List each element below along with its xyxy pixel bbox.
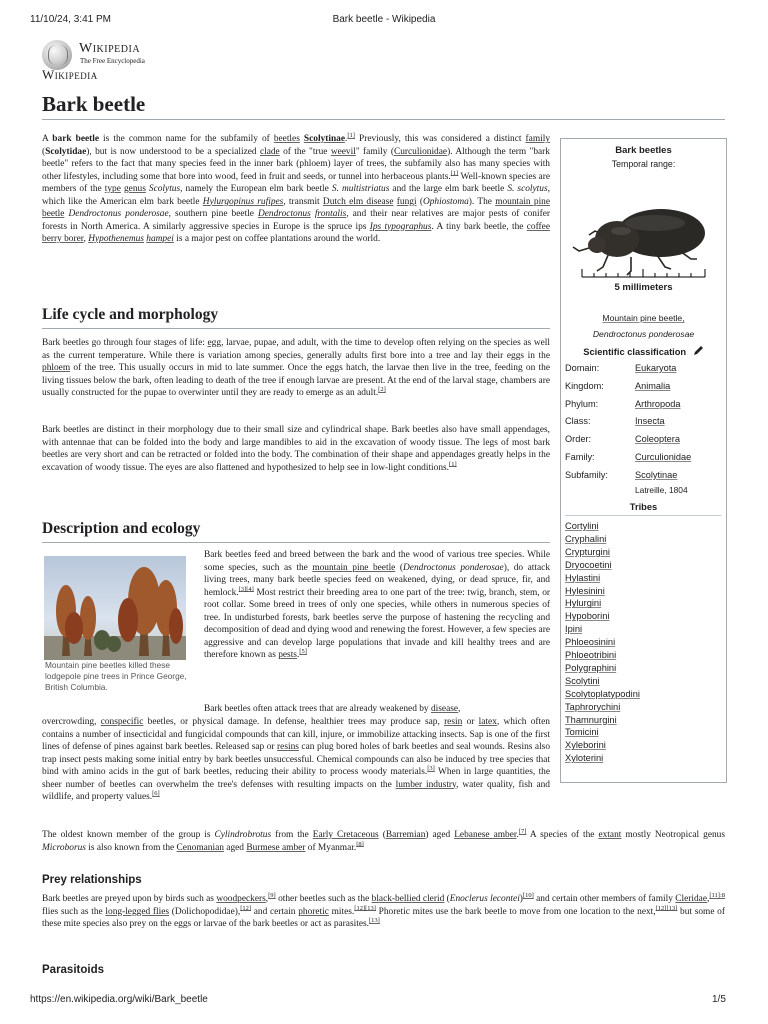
text-run: the eggs hatch, the larvae then live in the tree, feeding on the living tissues below the bark, often leading to xyxy=(42,363,551,386)
text-run: S. scolytus xyxy=(507,184,548,194)
text-run: , which often contains a number of insecticidal and fungicidal compounds that can kill, injure, or xyxy=(42,717,550,740)
wiki-link[interactable]: black-bellied clerid xyxy=(371,894,445,904)
text-run: is also known from the xyxy=(85,842,177,853)
taxobox-caption-link[interactable]: Mountain pine beetle, xyxy=(602,313,685,323)
text-run: other beetles such as the xyxy=(275,894,372,904)
text-run: wildlife, and property values. xyxy=(42,792,153,802)
text-run: . xyxy=(345,134,348,144)
text-run: . xyxy=(296,650,300,660)
tribe-link[interactable]: Taphrorychini xyxy=(565,701,621,712)
taxon-link[interactable]: Curculionidae xyxy=(635,452,692,462)
text-run: S. multistriatus xyxy=(331,184,390,194)
tribe-link[interactable]: Hypoborini xyxy=(565,611,610,622)
wiki-link[interactable]: mountain pine beetle xyxy=(312,562,396,573)
text-run: ( xyxy=(390,146,394,157)
text-run: , xyxy=(265,894,269,904)
wiki-link[interactable]: disease xyxy=(430,704,459,714)
text-run: bore into a tree and lay their eggs in the xyxy=(390,350,550,361)
citation-ref[interactable]: [12][13] xyxy=(354,904,376,912)
text-run: . A tiny bark beetle, the xyxy=(431,221,527,232)
text-run: Cylindrobrotus xyxy=(214,830,272,840)
text-run: The oldest known member of the group is xyxy=(42,830,215,840)
wiki-link[interactable]: Scolytinae xyxy=(303,134,346,144)
text-run: members of family xyxy=(601,894,676,904)
text-run: a distinct xyxy=(485,134,526,144)
taxobox-caption-binomial: Dendroctonus ponderosae xyxy=(592,329,695,339)
text-run: , southern pine beetle xyxy=(168,209,258,219)
title-divider xyxy=(42,119,725,120)
citation-ref[interactable]: [1] xyxy=(347,131,355,139)
tribe-link[interactable]: Cortylini xyxy=(565,521,599,531)
text-run: have small appendages, with antennae that can be folded into the body and large mandibles to aid in the xyxy=(42,425,550,448)
tribe-link[interactable]: Ipini xyxy=(565,624,583,635)
text-run: of the "true xyxy=(279,146,331,157)
citation-ref[interactable]: [12] xyxy=(240,904,252,912)
citation-ref[interactable]: [10] xyxy=(522,891,534,899)
text-run: which like the American elm bark beetle xyxy=(42,196,203,207)
text-run: Microborus xyxy=(42,842,86,853)
text-run: Phoretic mites use the bark xyxy=(375,906,482,917)
citation-ref[interactable]: [2] xyxy=(378,385,386,393)
text-run: mostly Neotropical genus xyxy=(625,830,726,840)
life-paragraph-1 xyxy=(42,337,550,400)
heading-parasitoids: Parasitoids xyxy=(42,964,104,976)
text-run: bark beetle xyxy=(52,134,100,144)
text-run: ( xyxy=(42,146,46,157)
text-run: , larvae, pupae, and adult, with the time to develop often relying xyxy=(221,338,465,348)
citation-ref[interactable]: [12][13] xyxy=(655,904,678,912)
wiki-link[interactable]: beetles xyxy=(273,134,300,144)
text-run: mites. xyxy=(328,906,355,917)
wiki-link[interactable]: phoretic xyxy=(298,906,329,917)
tribe-link[interactable]: Cryphalini xyxy=(565,533,607,544)
wiki-link[interactable]: type xyxy=(104,184,121,194)
taxobox xyxy=(560,138,727,783)
text-run: Bark beetles go through four stages of life: xyxy=(42,338,208,348)
tribe-link[interactable]: Xyloterini xyxy=(565,753,604,764)
text-run: Scolytus xyxy=(148,184,181,194)
desc-paragraph-1 xyxy=(204,549,550,662)
text-run: Most restrict their breeding area to one part of the tree: twig, branch, stem, xyxy=(256,587,540,598)
text-run: , xyxy=(458,704,461,714)
text-run: flies such as the xyxy=(42,906,106,917)
tribe-link[interactable]: Phloeotribini xyxy=(565,650,617,660)
text-run: ( xyxy=(444,894,450,904)
text-run: body. The combination of their shape and appendages greatly helps in the excavation of woody tissue. The eyes xyxy=(42,450,551,473)
wikipedia-globe-icon xyxy=(42,40,72,70)
heading-description-divider xyxy=(42,542,550,543)
text-run: therefore known as xyxy=(204,650,279,660)
wiki-link[interactable]: lumber industry xyxy=(395,779,457,790)
text-run: ) aged xyxy=(425,830,455,840)
text-run: Bark beetles feed and breed between the bark and the wood of various tree xyxy=(204,550,492,560)
text-run: excavation of woody tissue. The legs of most bark beetles are very short and can be retracted or folded into the xyxy=(42,437,551,460)
text-run: death of the tree if enough larvae are present. At the end of the larval stage, chambers are usually constructed xyxy=(42,375,550,398)
text-run: (phloem) layer of trees, the subfamily also has many species with other lifestyles, including some that bore into xyxy=(42,159,550,182)
text-run: of Myanmar. xyxy=(305,842,357,853)
text-run: wood, feed in fruit and seeds, or tunnel into herbaceous plants. xyxy=(214,171,451,182)
wiki-link[interactable]: resin xyxy=(444,717,463,727)
tribes-heading: Tribes xyxy=(629,502,658,512)
wiki-link[interactable]: Curculionidae xyxy=(393,146,448,157)
text-run: A xyxy=(42,134,53,144)
text-run: species in Europe is the spruce ips xyxy=(232,221,370,232)
text-run: and certain other xyxy=(533,894,600,904)
text-run: ( xyxy=(378,830,386,840)
edit-pencil-icon[interactable] xyxy=(693,345,704,356)
wiki-link[interactable]: coffee berry borer xyxy=(42,221,550,244)
logo-wordmark-small: Wikipedia xyxy=(42,67,98,82)
text-run: initial entry by bark beetles unsuccessful. Chemical compounds can also be induced by tree species that bind xyxy=(42,754,550,777)
wiki-link[interactable]: Hylurgopinus rufipes xyxy=(202,196,284,207)
tribes-divider xyxy=(565,515,721,516)
taxobox-temporal-range: Temporal range: xyxy=(611,159,676,169)
wiki-link[interactable]: Hypothenemus xyxy=(88,234,144,244)
text-run: ( xyxy=(399,562,404,573)
tribe-link[interactable]: Polygraphini xyxy=(565,662,617,673)
wiki-link[interactable]: egg xyxy=(207,338,222,348)
scale-bar-label: 5 millimeters xyxy=(614,282,673,293)
wiki-link[interactable]: Cleridae xyxy=(675,894,708,904)
pine-trees-image[interactable] xyxy=(44,556,186,660)
scale-bar-graphic xyxy=(581,267,706,279)
wiki-link[interactable]: hampei xyxy=(146,234,174,244)
text-run: Bark beetles are distinct in their morphology due to their small size and cylindrical shape. Bark beetles also xyxy=(42,425,457,435)
citation-ref[interactable]: [1] xyxy=(449,460,457,468)
text-run: Ophiostoma xyxy=(422,196,469,207)
citation-ref[interactable]: [3][4] xyxy=(238,585,254,593)
wiki-link[interactable]: conspecific xyxy=(100,717,144,727)
text-run: Previously, this was considered xyxy=(354,134,482,144)
wiki-link[interactable]: mountain pine beetle xyxy=(42,196,551,219)
desc-paragraph-2-start xyxy=(204,703,550,716)
logo-wordmark: Wikipedia xyxy=(79,41,141,56)
wiki-link[interactable]: fungi xyxy=(396,196,417,207)
taxon-rank: Order: xyxy=(565,434,592,445)
text-run: of the tree. This usually occurs in mid to late summer. Once xyxy=(70,363,308,373)
wiki-link[interactable]: genus xyxy=(123,184,146,194)
text-run: , transmit xyxy=(283,196,323,207)
taxobox-title: Bark beetles xyxy=(615,145,672,156)
text-run: are also flattened and hypothesized to help see in low-light conditions. xyxy=(184,462,450,473)
text-run: for the pupae to overwinter until they are ready to emerge as an adult. xyxy=(116,388,379,398)
heading-life-cycle: Life cycle and morphology xyxy=(42,306,219,323)
text-run: ( xyxy=(419,196,423,207)
text-run: Scolytidae xyxy=(45,146,87,157)
heading-life-divider xyxy=(42,328,550,329)
text-run: beetles, or physical damage. In defense, healthier trees may produce sap, xyxy=(143,717,445,727)
pine-trees-caption: Mountain pine beetles killed these lodgepole pine trees in Prince George, British Columbia. xyxy=(45,660,187,692)
wiki-link[interactable]: long-legged flies xyxy=(105,906,170,917)
text-run: . xyxy=(516,830,519,840)
taxon-link[interactable]: Coleoptera xyxy=(635,434,680,445)
tribe-link[interactable]: Tomicini xyxy=(565,727,599,738)
desc-paragraph-3 xyxy=(42,829,725,854)
text-run: is the common name for the subfamily of xyxy=(99,134,274,144)
text-run: and certain xyxy=(251,906,299,917)
wiki-link[interactable]: pests xyxy=(278,650,297,660)
print-page-title: Bark beetle - Wikipedia xyxy=(332,14,436,25)
text-run: or xyxy=(266,742,278,752)
wiki-link[interactable]: weevil xyxy=(330,146,356,157)
text-run: , xyxy=(83,234,89,244)
tribe-link[interactable]: Hylastini xyxy=(565,572,601,583)
wiki-link[interactable]: resins xyxy=(277,742,299,752)
wiki-link[interactable]: Early Cretaceous xyxy=(312,830,379,840)
text-run: purpose of hastening the recycling and decomposition of dead and dying xyxy=(204,612,551,635)
citation-ref[interactable]: [13] xyxy=(368,916,380,924)
text-run: or root collar. Some breed in trees of only one species, while others in xyxy=(204,587,551,610)
citation-ref[interactable]: [3] xyxy=(427,764,435,772)
tribe-link[interactable]: Scolytoplatypodini xyxy=(565,688,640,699)
logo-tagline: The Free Encyclopedia xyxy=(80,57,145,65)
text-run: ), but is now understood to be a specialized xyxy=(86,146,260,157)
citation-ref[interactable]: [6] xyxy=(152,789,160,797)
text-run: , namely the European elm bark beetle xyxy=(180,184,332,194)
wiki-link[interactable]: woodpeckers xyxy=(216,894,266,904)
text-run: from the xyxy=(271,830,313,840)
text-run: A species of the xyxy=(526,830,599,840)
text-run: aged xyxy=(223,842,247,853)
scale-bar xyxy=(581,267,706,279)
text-run: overcrowding, xyxy=(42,717,101,727)
taxon-rank: Family: xyxy=(565,452,595,462)
text-run: with amino acids in the gut of bark beetles, reducing their ability to process woody materials. xyxy=(62,767,428,777)
text-run: Dendroctonus ponderosae xyxy=(68,209,169,219)
taxon-link[interactable]: Eukaryota xyxy=(635,363,677,373)
text-run: , xyxy=(707,894,710,904)
text-run: beetle to move from one location to the next, xyxy=(484,906,656,917)
text-run: ). The xyxy=(468,196,496,207)
text-run: , xyxy=(547,184,550,194)
taxon-rank: Subfamily: xyxy=(565,469,608,480)
text-run: wood and renewing the forest. However, a few species are aggressive and xyxy=(204,625,551,648)
life-paragraph-2 xyxy=(42,424,550,474)
citation-ref[interactable]: [7] xyxy=(518,827,527,835)
taxon-rank: Class: xyxy=(565,416,591,427)
text-run: ). Although the term "bark beetle" refers to the fact that many species feed in the inner bark xyxy=(42,146,550,169)
text-run: Dendroctonus ponderosae xyxy=(403,562,504,573)
text-run: species. While some species, such as the xyxy=(204,550,550,573)
prey-paragraph xyxy=(42,893,725,931)
article-title: Bark beetle xyxy=(42,92,146,116)
heading-prey: Prey relationships xyxy=(42,874,142,886)
print-url: https://en.wikipedia.org/wiki/Bark_beetle xyxy=(30,994,208,1005)
wiki-link[interactable]: family xyxy=(525,134,551,144)
pine-trees-illustration xyxy=(44,556,186,660)
text-run: Well-known species are members of the xyxy=(42,171,550,194)
tribe-link[interactable]: Hylesinini xyxy=(565,585,605,596)
taxobox-authority: Latreille, 1804 xyxy=(635,485,688,495)
intro-paragraph xyxy=(42,133,550,246)
text-run: quantities, the sheer number of beetles can overwhelm the tree's defenses with resulting impacts on the xyxy=(42,767,551,790)
text-run: , and their near relatives are major pests of conifer forests in North America. A similarly aggressive xyxy=(42,209,550,232)
sci-classification-label: Scientific classification xyxy=(583,347,687,357)
text-run: but some of these mite species also prey on the eggs or larvae of the bark beetles or act as xyxy=(42,906,725,929)
text-run: on the species as well as the current temperature. While there is variation among species, generally adults first xyxy=(42,338,551,361)
citation-ref[interactable]: [9] xyxy=(268,891,276,899)
tribe-link[interactable]: Xyleborini xyxy=(565,740,606,751)
print-datetime: 11/10/24, 3:41 PM xyxy=(30,14,111,25)
text-run: ), do attack living trees, many bark beetle xyxy=(204,562,551,585)
wiki-link[interactable]: Burmese amber xyxy=(246,842,306,853)
wiki-link[interactable]: extant xyxy=(598,830,622,840)
citation-ref[interactable]: [8] xyxy=(356,840,364,848)
wiki-link[interactable]: Dutch elm disease xyxy=(322,196,394,207)
tribe-link[interactable]: Hylurgini xyxy=(565,598,602,609)
text-run: or xyxy=(462,717,475,727)
sci-classification-heading xyxy=(561,345,726,357)
text-run: numerous species of tree. In undisturbed forests, bark beetles serve the xyxy=(204,600,551,623)
heading-description: Description and ecology xyxy=(42,520,201,537)
text-run: (Dolichopodidae), xyxy=(169,906,241,917)
taxon-link[interactable]: Insecta xyxy=(635,416,665,427)
tribe-link[interactable]: Dryocoetini xyxy=(565,559,612,570)
wiki-link[interactable]: phloem xyxy=(42,363,71,373)
text-run: ) xyxy=(519,894,523,904)
citation-ref[interactable]: [1] xyxy=(450,169,459,177)
text-run: Bark beetles are preyed upon by birds such as xyxy=(42,894,217,904)
tribe-link[interactable]: Scolytini xyxy=(565,675,600,686)
tribe-link[interactable]: Thamnurgini xyxy=(565,714,617,725)
desc-paragraph-2 xyxy=(42,716,550,804)
print-page-counter: 1/5 xyxy=(712,994,726,1005)
text-run: Enoclerus lecontei xyxy=(449,894,520,904)
text-run: species feed on weakened, dying, or dead spruce, fir, and hemlock. xyxy=(204,575,550,598)
text-run: immobilize attacking insects. Sap is one of the first lines of defense of pines against bark beetles. Released sap xyxy=(42,729,551,752)
taxobox-caption-common xyxy=(561,313,726,323)
tribe-link[interactable]: Crypturgini xyxy=(565,546,610,557)
text-run: Bark beetles often attack trees that are already weakened by xyxy=(204,704,431,714)
text-run: and the large elm bark beetle xyxy=(389,184,508,194)
wiki-link[interactable]: Cenomanian xyxy=(176,842,224,853)
citation-ref[interactable]: [5] xyxy=(299,647,307,655)
text-run: parasites. xyxy=(333,919,369,929)
wiki-link[interactable]: Barremian xyxy=(385,830,426,840)
taxon-rank: Phylum: xyxy=(565,398,599,409)
citation-ref[interactable]: [11]:8 xyxy=(709,891,726,899)
text-run: , water quality, fish and xyxy=(456,779,550,790)
wiki-link[interactable]: Dendroctonus xyxy=(257,209,311,219)
taxon-rank: Domain: xyxy=(565,363,600,373)
wikipedia-logo[interactable] xyxy=(42,40,242,84)
wiki-link[interactable]: latex xyxy=(478,717,497,727)
text-run: can plug bored holes of bark beetles and seal wounds. Resins also trap insect pests making some xyxy=(42,742,551,765)
text-run: When in large xyxy=(434,767,494,777)
wiki-link[interactable]: Lebanese amber xyxy=(454,830,517,840)
text-run: can develop large populations that invade and kill healthy trees and are xyxy=(265,637,551,648)
wiki-link[interactable]: Ips typographus xyxy=(369,221,432,232)
wiki-link[interactable]: clade xyxy=(259,146,280,157)
taxon-link[interactable]: Arthropoda xyxy=(635,398,681,409)
tribe-link[interactable]: Phloeosinini xyxy=(565,637,616,648)
taxon-rank: Kingdom: xyxy=(565,380,604,391)
wiki-link[interactable]: frontalis xyxy=(314,209,347,219)
text-run: is a major pest on coffee plantations around the world. xyxy=(173,234,381,244)
taxon-link[interactable]: Animalia xyxy=(635,380,671,391)
text-run: " family xyxy=(355,146,388,157)
taxon-link[interactable]: Scolytinae xyxy=(635,469,678,480)
